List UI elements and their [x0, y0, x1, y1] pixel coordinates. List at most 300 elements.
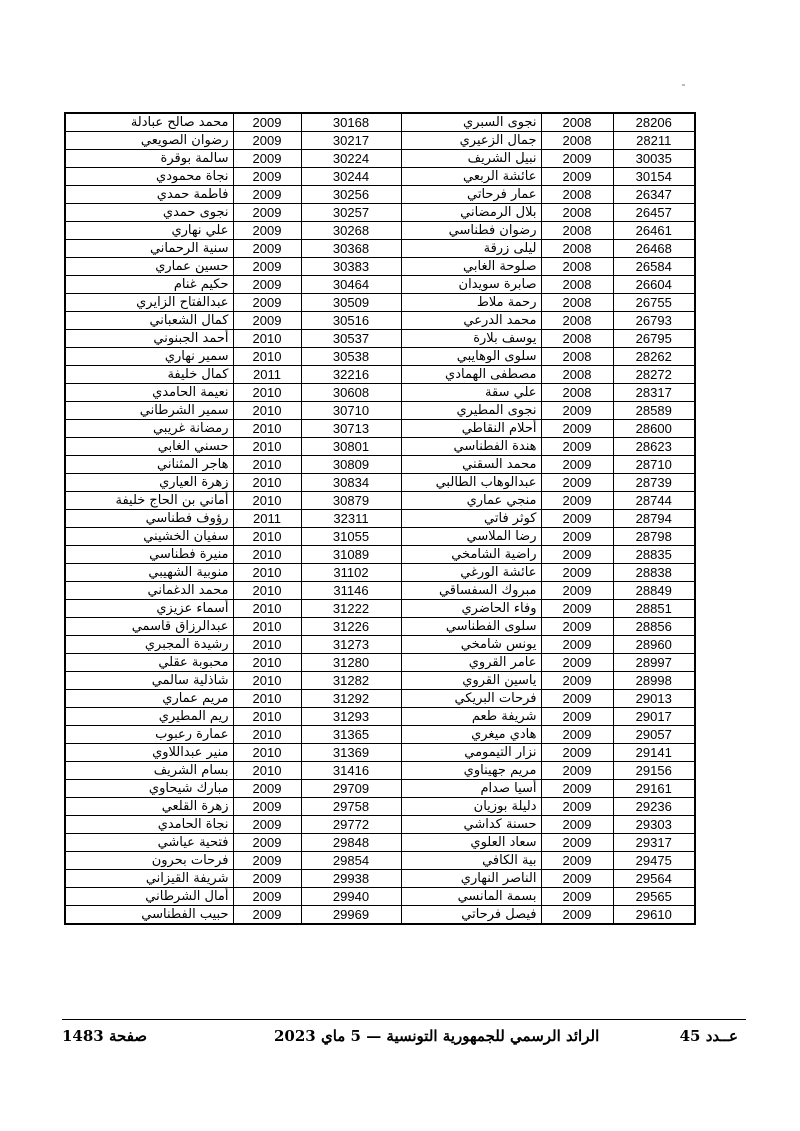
name-right-block: هاجر المثناني [65, 456, 233, 474]
name-right-block: أمال الشرطاني [65, 888, 233, 906]
year-right-block: 2009 [233, 204, 301, 222]
id-right-block: 29758 [301, 798, 401, 816]
year-right-block: 2010 [233, 456, 301, 474]
year-right-block: 2009 [233, 222, 301, 240]
name-right-block: سالمة بوقرة [65, 150, 233, 168]
year-right-block: 2009 [233, 113, 301, 132]
id-right-block: 30256 [301, 186, 401, 204]
year-left-block: 2009 [541, 456, 613, 474]
id-right-block: 31226 [301, 618, 401, 636]
year-right-block: 2009 [233, 240, 301, 258]
year-right-block: 2010 [233, 600, 301, 618]
year-right-block: 2009 [233, 816, 301, 834]
year-left-block: 2009 [541, 798, 613, 816]
id-left-block: 28835 [613, 546, 695, 564]
table-row [65, 474, 695, 492]
id-left-block: 29057 [613, 726, 695, 744]
table-row [65, 762, 695, 780]
id-right-block: 30879 [301, 492, 401, 510]
year-right-block: 2009 [233, 798, 301, 816]
id-right-block: 30537 [301, 330, 401, 348]
id-left-block: 28739 [613, 474, 695, 492]
name-right-block: رؤوف فطناسي [65, 510, 233, 528]
name-left-block: هادي ميغري [401, 726, 541, 744]
footer-rule [62, 1019, 746, 1020]
table-row [65, 312, 695, 330]
year-right-block: 2010 [233, 402, 301, 420]
year-left-block: 2009 [541, 852, 613, 870]
name-right-block: بسام الشريف [65, 762, 233, 780]
table-row [65, 113, 695, 132]
name-right-block: فاطمة حمدي [65, 186, 233, 204]
id-left-block: 29156 [613, 762, 695, 780]
name-left-block: رحمة ملاط [401, 294, 541, 312]
id-left-block: 26457 [613, 204, 695, 222]
name-right-block: شريفة القيزاني [65, 870, 233, 888]
year-right-block: 2010 [233, 330, 301, 348]
name-right-block: سمير نهاري [65, 348, 233, 366]
name-right-block: محبوبة عقلي [65, 654, 233, 672]
table-row [65, 636, 695, 654]
table-row [65, 654, 695, 672]
id-left-block: 29475 [613, 852, 695, 870]
registry-table [64, 112, 696, 925]
year-right-block: 2010 [233, 474, 301, 492]
name-right-block: حكيم غنام [65, 276, 233, 294]
year-right-block: 2009 [233, 294, 301, 312]
name-left-block: عمار فرحاتي [401, 186, 541, 204]
name-right-block: سمير الشرطاني [65, 402, 233, 420]
year-left-block: 2008 [541, 204, 613, 222]
table-row [65, 294, 695, 312]
id-right-block: 29709 [301, 780, 401, 798]
name-left-block: ليلى زرقة [401, 240, 541, 258]
id-left-block: 26347 [613, 186, 695, 204]
year-right-block: 2009 [233, 132, 301, 150]
name-right-block: مريم عماري [65, 690, 233, 708]
name-right-block: أسماء عزيزي [65, 600, 233, 618]
name-left-block: صابرة سويدان [401, 276, 541, 294]
year-left-block: 2008 [541, 132, 613, 150]
year-left-block: 2009 [541, 582, 613, 600]
year-left-block: 2009 [541, 150, 613, 168]
table-row [65, 780, 695, 798]
name-left-block: سلوى الفطناسي [401, 618, 541, 636]
id-left-block: 26604 [613, 276, 695, 294]
table-row [65, 222, 695, 240]
id-right-block: 30809 [301, 456, 401, 474]
name-right-block: كمال خليفة [65, 366, 233, 384]
id-right-block: 31146 [301, 582, 401, 600]
name-left-block: الناصر النهاري [401, 870, 541, 888]
id-left-block: 28849 [613, 582, 695, 600]
id-right-block: 31416 [301, 762, 401, 780]
year-left-block: 2009 [541, 726, 613, 744]
id-right-block: 29848 [301, 834, 401, 852]
id-left-block: 30154 [613, 168, 695, 186]
name-left-block: عبدالوهاب الطالبي [401, 474, 541, 492]
id-right-block: 32216 [301, 366, 401, 384]
name-right-block: محمد الدغماني [65, 582, 233, 600]
year-right-block: 2009 [233, 852, 301, 870]
name-left-block: نجوى السبري [401, 113, 541, 132]
year-right-block: 2010 [233, 420, 301, 438]
name-right-block: حسين عماري [65, 258, 233, 276]
id-right-block: 31292 [301, 690, 401, 708]
year-left-block: 2009 [541, 420, 613, 438]
name-left-block: علي سقة [401, 384, 541, 402]
year-left-block: 2008 [541, 240, 613, 258]
table-row [65, 330, 695, 348]
id-left-block: 28317 [613, 384, 695, 402]
year-left-block: 2009 [541, 888, 613, 906]
id-left-block: 28960 [613, 636, 695, 654]
name-left-block: رضوان فطناسي [401, 222, 541, 240]
table-row [65, 510, 695, 528]
id-left-block: 29564 [613, 870, 695, 888]
table-row [65, 366, 695, 384]
registry-table-body [65, 113, 695, 924]
year-left-block: 2009 [541, 744, 613, 762]
year-right-block: 2010 [233, 564, 301, 582]
name-right-block: عبدالرزاق قاسمي [65, 618, 233, 636]
id-left-block: 29236 [613, 798, 695, 816]
name-left-block: عائشة الورغي [401, 564, 541, 582]
year-right-block: 2009 [233, 870, 301, 888]
name-left-block: حسنة كداشي [401, 816, 541, 834]
year-left-block: 2009 [541, 636, 613, 654]
id-left-block: 29013 [613, 690, 695, 708]
year-right-block: 2010 [233, 618, 301, 636]
table-row [65, 834, 695, 852]
page-number: صفحة 1483 [62, 1027, 148, 1045]
name-right-block: فرحات بحرون [65, 852, 233, 870]
id-left-block: 28998 [613, 672, 695, 690]
table-row [65, 888, 695, 906]
year-right-block: 2009 [233, 906, 301, 925]
name-right-block: محمد صالح عبادلة [65, 113, 233, 132]
name-left-block: هندة الفطناسي [401, 438, 541, 456]
id-left-block: 29303 [613, 816, 695, 834]
year-right-block: 2010 [233, 438, 301, 456]
issue-number: عــدد 45 [679, 1027, 738, 1045]
table-row [65, 672, 695, 690]
table-row [65, 582, 695, 600]
name-left-block: مبروك السفساقي [401, 582, 541, 600]
name-right-block: مبارك شيحاوي [65, 780, 233, 798]
id-left-block: 28272 [613, 366, 695, 384]
year-left-block: 2009 [541, 528, 613, 546]
year-left-block: 2009 [541, 564, 613, 582]
table-row [65, 816, 695, 834]
table-row [65, 456, 695, 474]
year-left-block: 2008 [541, 222, 613, 240]
year-right-block: 2009 [233, 312, 301, 330]
name-left-block: دليلة بوزيان [401, 798, 541, 816]
table-row [65, 564, 695, 582]
id-right-block: 31102 [301, 564, 401, 582]
year-left-block: 2008 [541, 348, 613, 366]
year-right-block: 2011 [233, 366, 301, 384]
id-left-block: 28997 [613, 654, 695, 672]
year-left-block: 2008 [541, 366, 613, 384]
name-right-block: كمال الشعباني [65, 312, 233, 330]
year-right-block: 2010 [233, 582, 301, 600]
year-left-block: 2008 [541, 186, 613, 204]
name-right-block: عمارة رعبوب [65, 726, 233, 744]
id-left-block: 26755 [613, 294, 695, 312]
table-row [65, 546, 695, 564]
name-right-block: ريم المطيري [65, 708, 233, 726]
id-right-block: 31089 [301, 546, 401, 564]
year-right-block: 2009 [233, 168, 301, 186]
table-row [65, 618, 695, 636]
id-left-block: 26468 [613, 240, 695, 258]
table-row [65, 798, 695, 816]
name-right-block: حسني الغابي [65, 438, 233, 456]
name-right-block: أحمد الجبنوني [65, 330, 233, 348]
id-left-block: 26461 [613, 222, 695, 240]
id-left-block: 29161 [613, 780, 695, 798]
year-right-block: 2010 [233, 348, 301, 366]
table-row [65, 690, 695, 708]
name-right-block: زهرة القلعي [65, 798, 233, 816]
year-right-block: 2010 [233, 492, 301, 510]
name-right-block: رضوان الصويعي [65, 132, 233, 150]
year-left-block: 2009 [541, 492, 613, 510]
id-right-block: 31293 [301, 708, 401, 726]
id-left-block: 28262 [613, 348, 695, 366]
year-left-block: 2009 [541, 654, 613, 672]
year-left-block: 2009 [541, 600, 613, 618]
id-left-block: 26584 [613, 258, 695, 276]
table-row [65, 150, 695, 168]
name-right-block: زهرة العياري [65, 474, 233, 492]
table-row [65, 852, 695, 870]
id-right-block: 31280 [301, 654, 401, 672]
name-left-block: سلوى الوهايبي [401, 348, 541, 366]
id-left-block: 28600 [613, 420, 695, 438]
id-right-block: 31282 [301, 672, 401, 690]
name-left-block: صلوحة الغابي [401, 258, 541, 276]
table-row [65, 276, 695, 294]
year-right-block: 2009 [233, 780, 301, 798]
year-right-block: 2010 [233, 726, 301, 744]
id-right-block: 30383 [301, 258, 401, 276]
table-row [65, 348, 695, 366]
year-right-block: 2009 [233, 834, 301, 852]
name-left-block: كوثر فاتي [401, 510, 541, 528]
year-left-block: 2009 [541, 672, 613, 690]
name-right-block: شاذلية سالمي [65, 672, 233, 690]
id-left-block: 28623 [613, 438, 695, 456]
table-row [65, 132, 695, 150]
journal-title-date: الرائد الرسمي للجمهورية التونسية — 5 ماي 2023 [274, 1027, 600, 1045]
name-left-block: بية الكافي [401, 852, 541, 870]
name-left-block: يوسف بلارة [401, 330, 541, 348]
name-left-block: عامر القروي [401, 654, 541, 672]
year-right-block: 2010 [233, 528, 301, 546]
id-right-block: 30509 [301, 294, 401, 312]
name-left-block: أسيا صدام [401, 780, 541, 798]
name-left-block: فرحات البريكي [401, 690, 541, 708]
year-left-block: 2008 [541, 330, 613, 348]
id-left-block: 28589 [613, 402, 695, 420]
table-row [65, 438, 695, 456]
id-right-block: 29854 [301, 852, 401, 870]
table-row [65, 384, 695, 402]
name-right-block: نعيمة الحامدي [65, 384, 233, 402]
year-right-block: 2011 [233, 510, 301, 528]
name-right-block: منيرة فطناسي [65, 546, 233, 564]
table-row [65, 906, 695, 925]
year-left-block: 2009 [541, 708, 613, 726]
year-right-block: 2009 [233, 150, 301, 168]
name-left-block: جمال الزعيري [401, 132, 541, 150]
id-right-block: 29940 [301, 888, 401, 906]
year-left-block: 2009 [541, 510, 613, 528]
table-row [65, 168, 695, 186]
id-right-block: 30268 [301, 222, 401, 240]
name-left-block: راضية الشامخي [401, 546, 541, 564]
name-left-block: يونس شامخي [401, 636, 541, 654]
name-left-block: محمد السقني [401, 456, 541, 474]
id-right-block: 29969 [301, 906, 401, 925]
table-row [65, 258, 695, 276]
name-right-block: سفيان الخشيني [65, 528, 233, 546]
name-right-block: نجاة محمودي [65, 168, 233, 186]
id-right-block: 30516 [301, 312, 401, 330]
id-right-block: 30168 [301, 113, 401, 132]
year-right-block: 2009 [233, 186, 301, 204]
id-right-block: 31222 [301, 600, 401, 618]
name-left-block: بسمة المانسي [401, 888, 541, 906]
id-right-block: 32311 [301, 510, 401, 528]
year-left-block: 2008 [541, 312, 613, 330]
year-left-block: 2009 [541, 438, 613, 456]
year-right-block: 2010 [233, 546, 301, 564]
id-left-block: 28744 [613, 492, 695, 510]
id-right-block: 29772 [301, 816, 401, 834]
year-left-block: 2008 [541, 294, 613, 312]
id-left-block: 28851 [613, 600, 695, 618]
name-right-block: أماني بن الحاج خليفة [65, 492, 233, 510]
year-right-block: 2009 [233, 258, 301, 276]
id-left-block: 29141 [613, 744, 695, 762]
id-left-block: 29610 [613, 906, 695, 925]
name-right-block: نجوى حمدي [65, 204, 233, 222]
id-left-block: 29317 [613, 834, 695, 852]
id-right-block: 30710 [301, 402, 401, 420]
name-left-block: رضا الملاسي [401, 528, 541, 546]
scan-speck [682, 84, 685, 86]
year-left-block: 2008 [541, 258, 613, 276]
id-left-block: 28798 [613, 528, 695, 546]
table-row [65, 402, 695, 420]
name-right-block: رمضانة غريبي [65, 420, 233, 438]
name-right-block: رشيدة المجبري [65, 636, 233, 654]
year-left-block: 2009 [541, 780, 613, 798]
year-left-block: 2009 [541, 690, 613, 708]
name-left-block: شريفة طعم [401, 708, 541, 726]
name-left-block: مصطفى الهمادي [401, 366, 541, 384]
id-right-block: 30713 [301, 420, 401, 438]
table-row [65, 240, 695, 258]
id-right-block: 29938 [301, 870, 401, 888]
name-right-block: عبدالفتاح الزايري [65, 294, 233, 312]
id-left-block: 26795 [613, 330, 695, 348]
name-left-block: ياسين القروي [401, 672, 541, 690]
id-right-block: 31055 [301, 528, 401, 546]
year-right-block: 2010 [233, 672, 301, 690]
year-left-block: 2009 [541, 816, 613, 834]
name-right-block: علي نهاري [65, 222, 233, 240]
name-left-block: نزار التيمومي [401, 744, 541, 762]
id-right-block: 30464 [301, 276, 401, 294]
name-left-block: سعاد العلوي [401, 834, 541, 852]
year-right-block: 2009 [233, 276, 301, 294]
id-right-block: 31365 [301, 726, 401, 744]
table-row [65, 204, 695, 222]
id-right-block: 31369 [301, 744, 401, 762]
id-right-block: 30801 [301, 438, 401, 456]
id-right-block: 30257 [301, 204, 401, 222]
table-row [65, 528, 695, 546]
table-row [65, 726, 695, 744]
year-right-block: 2010 [233, 636, 301, 654]
name-left-block: أحلام النقاطي [401, 420, 541, 438]
id-right-block: 30834 [301, 474, 401, 492]
id-right-block: 30244 [301, 168, 401, 186]
name-left-block: منجي عماري [401, 492, 541, 510]
id-right-block: 30608 [301, 384, 401, 402]
year-left-block: 2009 [541, 834, 613, 852]
id-left-block: 28206 [613, 113, 695, 132]
year-left-block: 2009 [541, 402, 613, 420]
table-row [65, 708, 695, 726]
year-right-block: 2010 [233, 762, 301, 780]
table-row [65, 186, 695, 204]
id-left-block: 26793 [613, 312, 695, 330]
table-row [65, 420, 695, 438]
table-row [65, 492, 695, 510]
id-left-block: 28856 [613, 618, 695, 636]
year-left-block: 2008 [541, 384, 613, 402]
name-right-block: منير عبداللاوي [65, 744, 233, 762]
year-left-block: 2009 [541, 618, 613, 636]
year-right-block: 2010 [233, 744, 301, 762]
year-left-block: 2009 [541, 168, 613, 186]
id-right-block: 31273 [301, 636, 401, 654]
id-left-block: 28211 [613, 132, 695, 150]
name-right-block: نجاة الحامدي [65, 816, 233, 834]
name-left-block: فيصل فرحاتي [401, 906, 541, 925]
year-left-block: 2008 [541, 113, 613, 132]
name-left-block: مريم جهيناوي [401, 762, 541, 780]
year-right-block: 2010 [233, 708, 301, 726]
id-right-block: 30217 [301, 132, 401, 150]
id-left-block: 28838 [613, 564, 695, 582]
id-right-block: 30538 [301, 348, 401, 366]
name-left-block: نجوى المطيري [401, 402, 541, 420]
id-right-block: 30368 [301, 240, 401, 258]
year-right-block: 2010 [233, 690, 301, 708]
table-row [65, 744, 695, 762]
name-right-block: حبيب الفطناسي [65, 906, 233, 925]
id-left-block: 28710 [613, 456, 695, 474]
year-left-block: 2009 [541, 762, 613, 780]
year-left-block: 2008 [541, 276, 613, 294]
